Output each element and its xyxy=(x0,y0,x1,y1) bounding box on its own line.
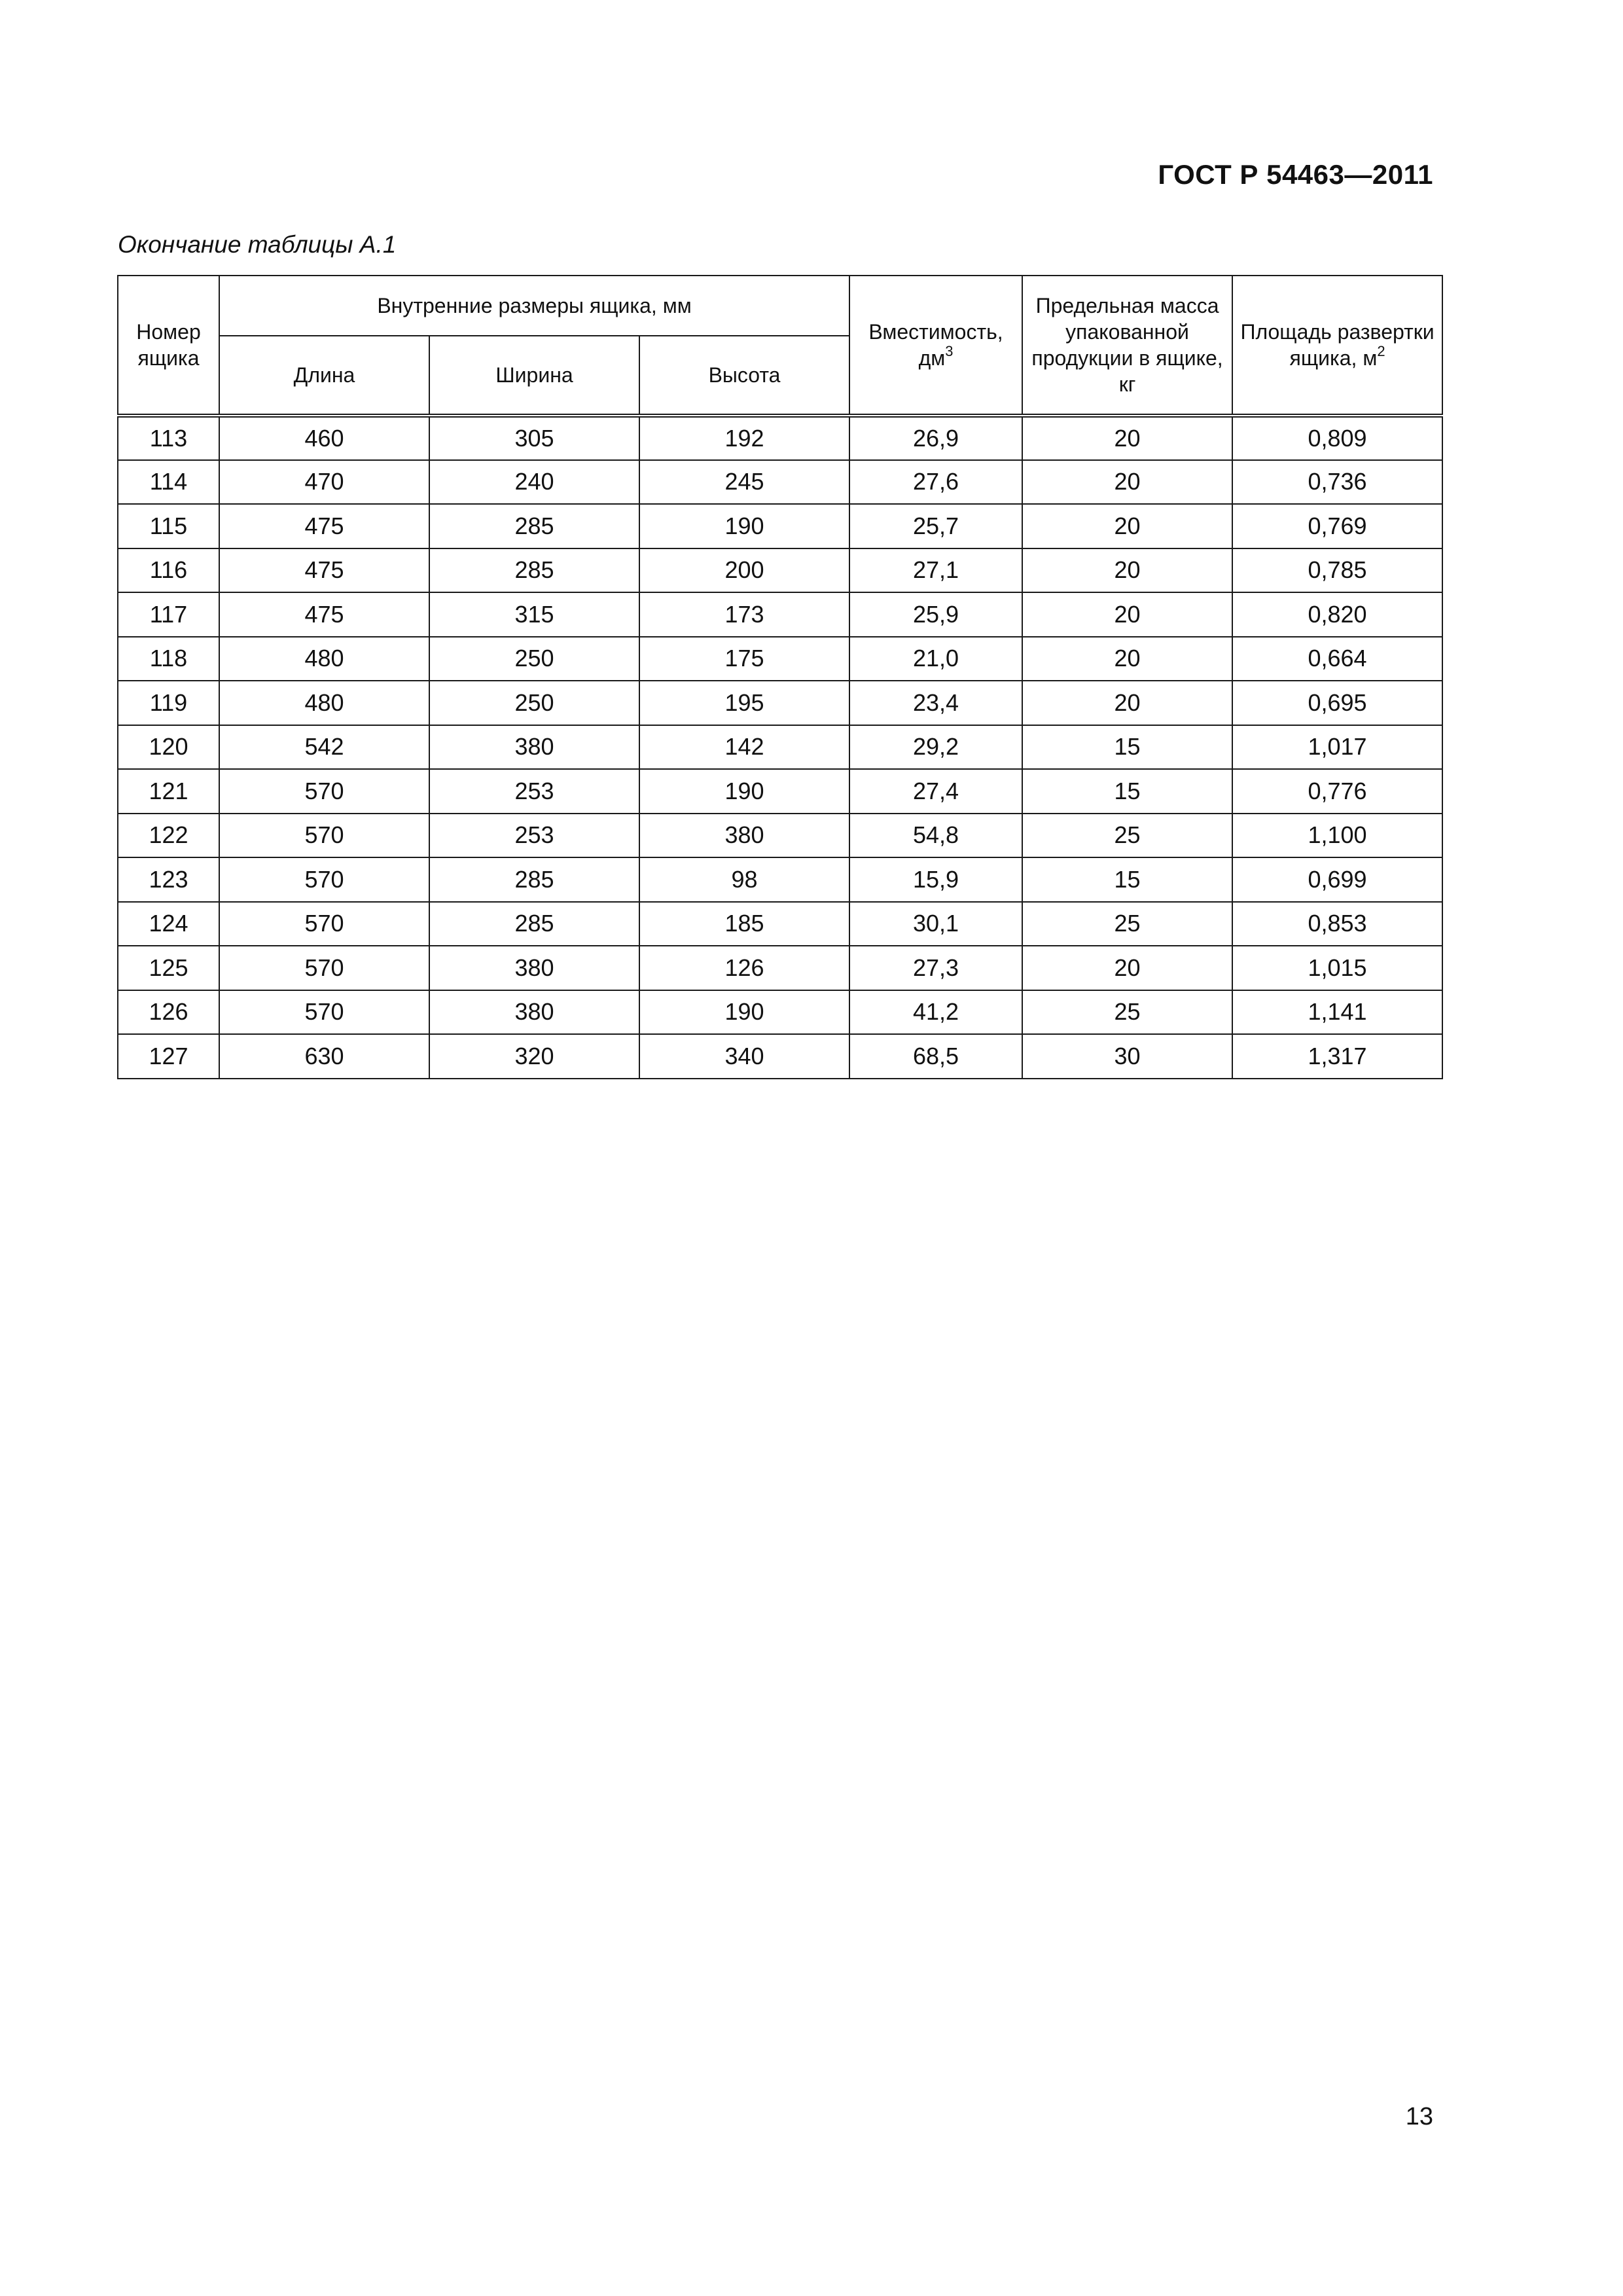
width-cell: 253 xyxy=(429,769,639,814)
table-row xyxy=(118,504,1442,548)
width-cell: 240 xyxy=(429,460,639,505)
table-row xyxy=(118,460,1442,505)
table-row xyxy=(118,637,1442,681)
height-cell: 195 xyxy=(639,681,849,725)
header-capacity-sup: 3 xyxy=(945,343,954,359)
header-inner-dimensions: Внутренние размеры ящика, мм xyxy=(219,276,849,336)
width-cell: 253 xyxy=(429,814,639,858)
width-cell: 380 xyxy=(429,946,639,990)
header-area-text: Площадь развертки ящика, м xyxy=(1240,320,1435,370)
length-cell: 570 xyxy=(219,946,429,990)
capacity-cell: 27,4 xyxy=(849,769,1022,814)
area-cell: 0,736 xyxy=(1232,460,1442,505)
box-number-cell: 126 xyxy=(118,990,219,1035)
header-height: Высота xyxy=(639,336,849,416)
height-cell: 185 xyxy=(639,902,849,946)
header-area-sup: 2 xyxy=(1377,343,1385,359)
capacity-cell: 26,9 xyxy=(849,416,1022,460)
header-area xyxy=(1232,276,1442,416)
capacity-cell: 23,4 xyxy=(849,681,1022,725)
box-number-cell: 116 xyxy=(118,548,219,593)
length-cell: 630 xyxy=(219,1034,429,1079)
height-cell: 190 xyxy=(639,769,849,814)
area-cell: 1,017 xyxy=(1232,725,1442,770)
length-cell: 570 xyxy=(219,814,429,858)
height-cell: 175 xyxy=(639,637,849,681)
table-row xyxy=(118,725,1442,770)
area-cell: 0,853 xyxy=(1232,902,1442,946)
document-code: ГОСТ Р 54463—2011 xyxy=(1158,159,1433,190)
box-number-cell: 122 xyxy=(118,814,219,858)
length-cell: 480 xyxy=(219,681,429,725)
capacity-cell: 27,1 xyxy=(849,548,1022,593)
box-number-cell: 125 xyxy=(118,946,219,990)
table-row xyxy=(118,902,1442,946)
capacity-cell: 21,0 xyxy=(849,637,1022,681)
mass-cell: 15 xyxy=(1022,857,1232,902)
area-cell: 1,100 xyxy=(1232,814,1442,858)
mass-cell: 20 xyxy=(1022,548,1232,593)
length-cell: 475 xyxy=(219,548,429,593)
height-cell: 190 xyxy=(639,990,849,1035)
capacity-cell: 15,9 xyxy=(849,857,1022,902)
table-row xyxy=(118,769,1442,814)
page-number: 13 xyxy=(1405,2103,1433,2130)
capacity-cell: 27,6 xyxy=(849,460,1022,505)
capacity-cell: 30,1 xyxy=(849,902,1022,946)
mass-cell: 25 xyxy=(1022,990,1232,1035)
area-cell: 1,317 xyxy=(1232,1034,1442,1079)
length-cell: 570 xyxy=(219,902,429,946)
header-capacity-text: Вместимость, дм xyxy=(868,320,1003,370)
table-row xyxy=(118,681,1442,725)
length-cell: 470 xyxy=(219,460,429,505)
box-number-cell: 119 xyxy=(118,681,219,725)
width-cell: 380 xyxy=(429,990,639,1035)
capacity-cell: 25,9 xyxy=(849,592,1022,637)
area-cell: 0,776 xyxy=(1232,769,1442,814)
mass-cell: 25 xyxy=(1022,902,1232,946)
capacity-cell: 54,8 xyxy=(849,814,1022,858)
area-cell: 0,769 xyxy=(1232,504,1442,548)
mass-cell: 30 xyxy=(1022,1034,1232,1079)
height-cell: 192 xyxy=(639,416,849,460)
header-length: Длина xyxy=(219,336,429,416)
height-cell: 200 xyxy=(639,548,849,593)
mass-cell: 15 xyxy=(1022,725,1232,770)
length-cell: 570 xyxy=(219,857,429,902)
header-number: Номер ящика xyxy=(118,276,219,416)
length-cell: 460 xyxy=(219,416,429,460)
capacity-cell: 25,7 xyxy=(849,504,1022,548)
mass-cell: 20 xyxy=(1022,681,1232,725)
length-cell: 570 xyxy=(219,769,429,814)
header-capacity xyxy=(849,276,1022,416)
mass-cell: 20 xyxy=(1022,460,1232,505)
table-row xyxy=(118,946,1442,990)
table-row xyxy=(118,857,1442,902)
box-number-cell: 121 xyxy=(118,769,219,814)
width-cell: 305 xyxy=(429,416,639,460)
box-number-cell: 115 xyxy=(118,504,219,548)
capacity-cell: 27,3 xyxy=(849,946,1022,990)
table-row xyxy=(118,416,1442,460)
width-cell: 315 xyxy=(429,592,639,637)
box-number-cell: 123 xyxy=(118,857,219,902)
table-row xyxy=(118,814,1442,858)
height-cell: 380 xyxy=(639,814,849,858)
table-row xyxy=(118,1034,1442,1079)
capacity-cell: 68,5 xyxy=(849,1034,1022,1079)
width-cell: 250 xyxy=(429,681,639,725)
box-number-cell: 120 xyxy=(118,725,219,770)
length-cell: 480 xyxy=(219,637,429,681)
box-number-cell: 113 xyxy=(118,416,219,460)
width-cell: 285 xyxy=(429,857,639,902)
area-cell: 0,664 xyxy=(1232,637,1442,681)
height-cell: 98 xyxy=(639,857,849,902)
capacity-cell: 29,2 xyxy=(849,725,1022,770)
length-cell: 542 xyxy=(219,725,429,770)
length-cell: 475 xyxy=(219,592,429,637)
box-number-cell: 124 xyxy=(118,902,219,946)
length-cell: 570 xyxy=(219,990,429,1035)
height-cell: 245 xyxy=(639,460,849,505)
width-cell: 320 xyxy=(429,1034,639,1079)
mass-cell: 20 xyxy=(1022,504,1232,548)
mass-cell: 20 xyxy=(1022,592,1232,637)
area-cell: 0,809 xyxy=(1232,416,1442,460)
box-number-cell: 127 xyxy=(118,1034,219,1079)
width-cell: 285 xyxy=(429,902,639,946)
area-cell: 0,785 xyxy=(1232,548,1442,593)
height-cell: 126 xyxy=(639,946,849,990)
area-cell: 0,695 xyxy=(1232,681,1442,725)
width-cell: 285 xyxy=(429,504,639,548)
box-number-cell: 114 xyxy=(118,460,219,505)
mass-cell: 20 xyxy=(1022,946,1232,990)
table-body xyxy=(118,416,1442,1079)
table-row xyxy=(118,592,1442,637)
mass-cell: 25 xyxy=(1022,814,1232,858)
capacity-cell: 41,2 xyxy=(849,990,1022,1035)
width-cell: 250 xyxy=(429,637,639,681)
box-number-cell: 117 xyxy=(118,592,219,637)
table-caption: Окончание таблицы А.1 xyxy=(118,231,397,258)
length-cell: 475 xyxy=(219,504,429,548)
width-cell: 380 xyxy=(429,725,639,770)
box-dimensions-table xyxy=(117,275,1443,1079)
area-cell: 1,015 xyxy=(1232,946,1442,990)
table-row xyxy=(118,990,1442,1035)
header-width: Ширина xyxy=(429,336,639,416)
mass-cell: 20 xyxy=(1022,637,1232,681)
area-cell: 0,820 xyxy=(1232,592,1442,637)
box-number-cell: 118 xyxy=(118,637,219,681)
height-cell: 142 xyxy=(639,725,849,770)
header-mass: Предельная масса упакованной продукции в ящике, кг xyxy=(1022,276,1232,416)
height-cell: 173 xyxy=(639,592,849,637)
mass-cell: 15 xyxy=(1022,769,1232,814)
area-cell: 0,699 xyxy=(1232,857,1442,902)
height-cell: 340 xyxy=(639,1034,849,1079)
width-cell: 285 xyxy=(429,548,639,593)
area-cell: 1,141 xyxy=(1232,990,1442,1035)
height-cell: 190 xyxy=(639,504,849,548)
table-row xyxy=(118,548,1442,593)
mass-cell: 20 xyxy=(1022,416,1232,460)
